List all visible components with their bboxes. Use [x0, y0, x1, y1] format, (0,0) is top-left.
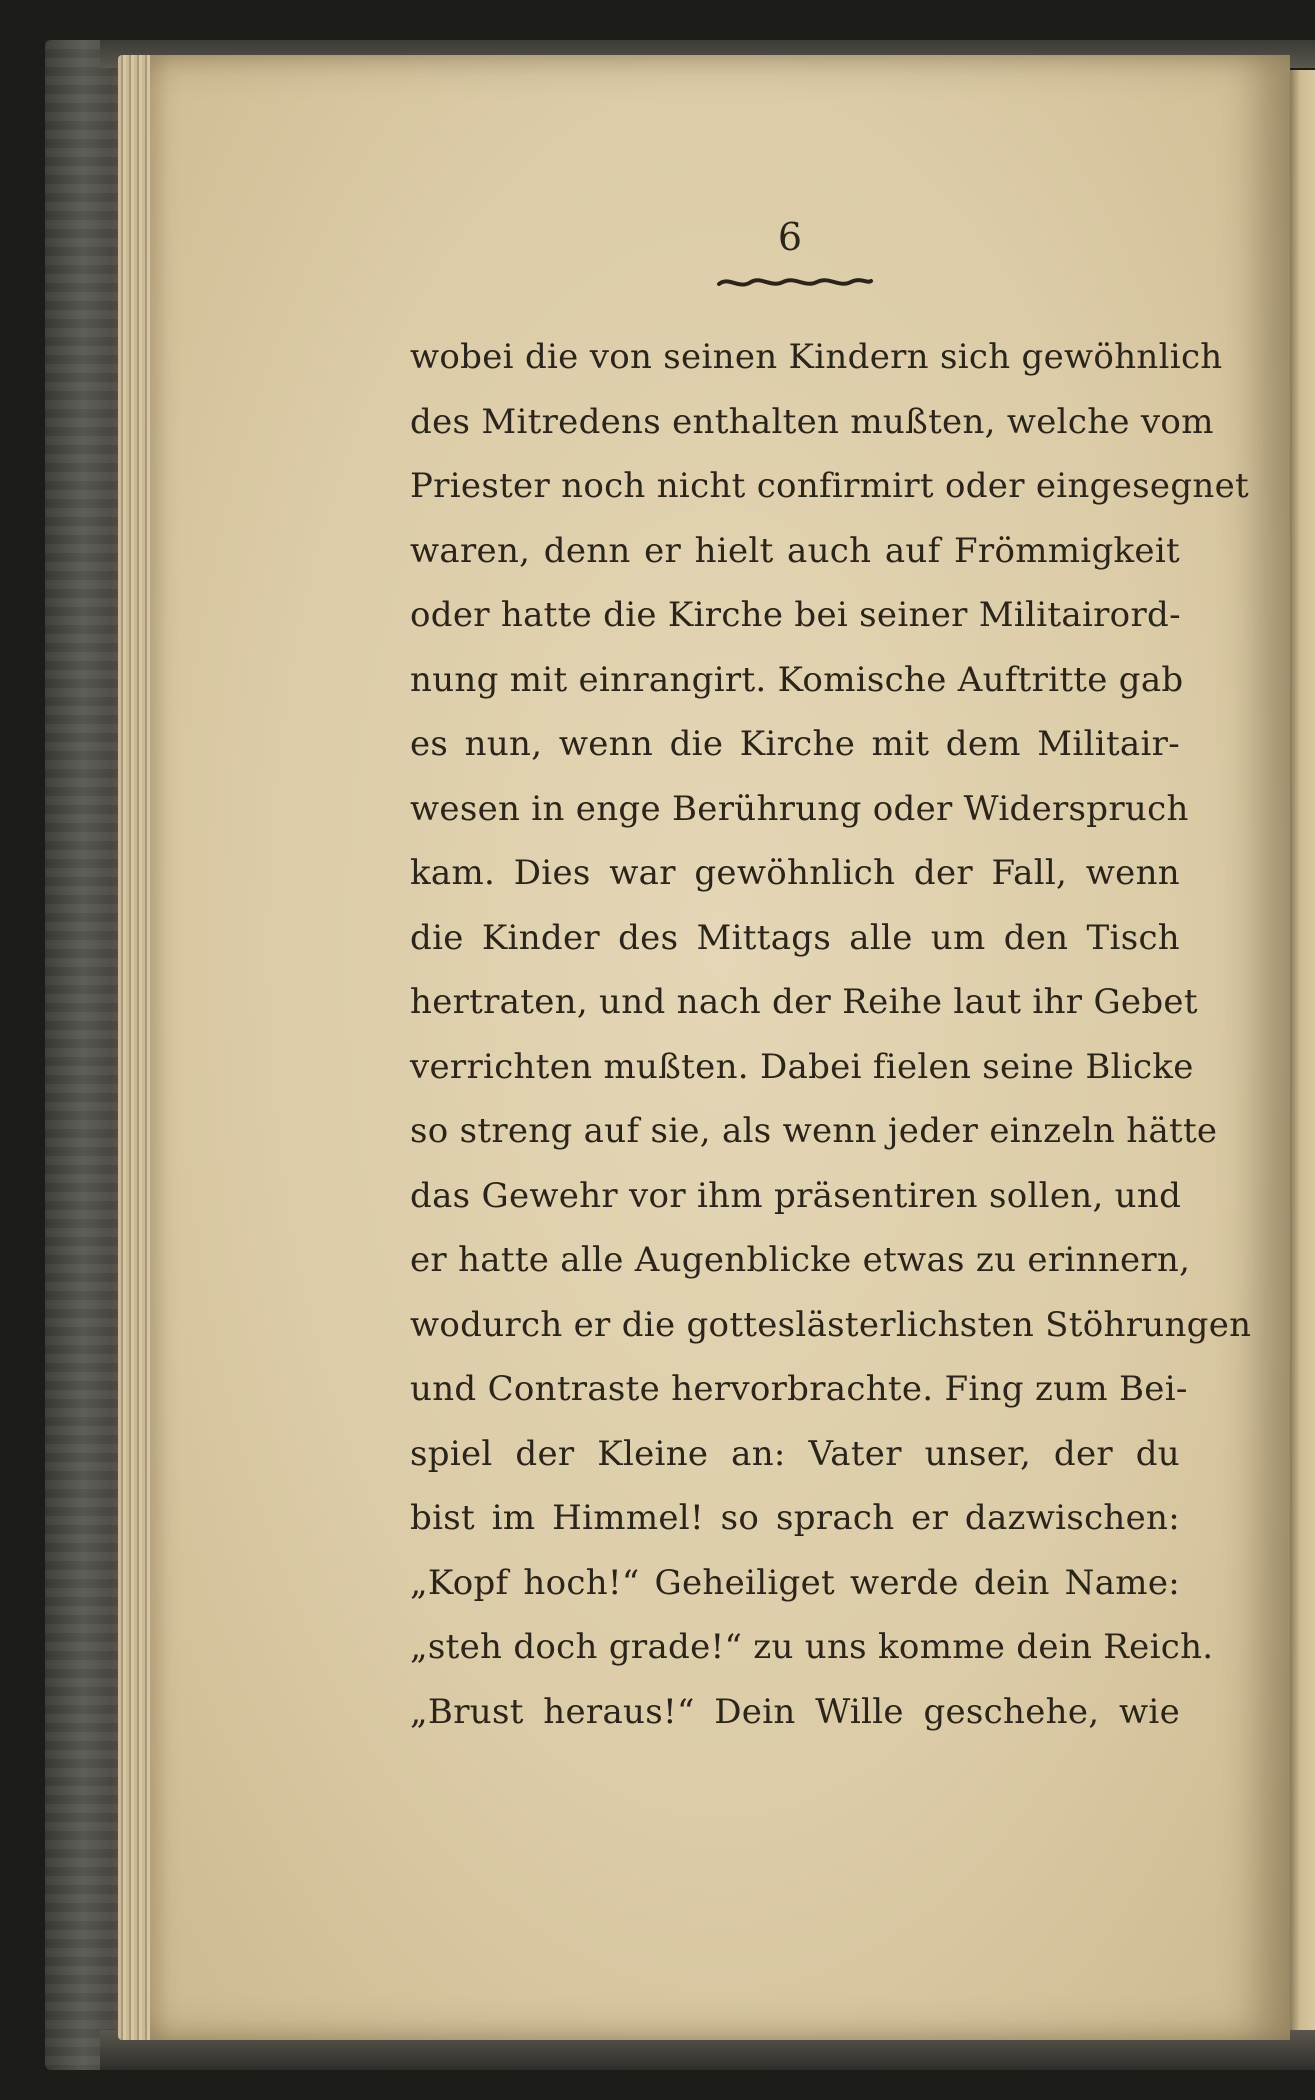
text-line: des Mitredens enthalten mußten, welche vom	[410, 401, 1214, 442]
text-line: wodurch er die gotteslästerlichsten Stöhrungen	[410, 1304, 1252, 1345]
text-line: nung mit einrangirt. Komische Auftritte gab	[410, 659, 1184, 700]
facing-page-edge	[1290, 70, 1315, 2030]
text-line: spiel der Kleine an: Vater unser, der du	[410, 1433, 1180, 1474]
wavy-line-ornament-icon	[715, 272, 875, 292]
text-line: verrichten mußten. Dabei fielen seine Blicke	[410, 1046, 1194, 1087]
text-line: und Contraste hervorbrachte. Fing zum Bei-	[410, 1369, 1188, 1409]
text-line: so streng auf sie, als wenn jeder einzeln hätte	[410, 1111, 1218, 1151]
text-line: „steh doch grade!“ zu uns komme dein Reich.	[410, 1627, 1214, 1667]
text-line: wesen in enge Berührung oder Widerspruch	[410, 788, 1189, 829]
text-line: waren, denn er hielt auch auf Frömmigkeit	[410, 530, 1180, 571]
text-line: Priester noch nicht confirmirt oder eingesegnet	[410, 466, 1249, 506]
text-line: oder hatte die Kirche bei seiner Militairord-	[410, 595, 1181, 635]
text-line: „Brust heraus!“ Dein Wille geschehe, wie	[410, 1691, 1180, 1732]
text-line: es nun, wenn die Kirche mit dem Militair-	[410, 724, 1180, 764]
text-line: wobei die von seinen Kindern sich gewöhnlich	[410, 337, 1223, 377]
text-line: er hatte alle Augenblicke etwas zu erinnern,	[410, 1240, 1191, 1280]
text-line: bist im Himmel! so sprach er dazwischen:	[410, 1498, 1180, 1538]
page-number: 6	[777, 215, 803, 259]
text-line: „Kopf hoch!“ Geheiliget werde dein Name:	[410, 1562, 1180, 1603]
text-line: kam. Dies war gewöhnlich der Fall, wenn	[410, 853, 1180, 893]
text-line: die Kinder des Mittags alle um den Tisch	[410, 917, 1180, 958]
text-line: hertraten, und nach der Reihe laut ihr Gebet	[410, 982, 1198, 1022]
text-line: das Gewehr vor ihm präsentiren sollen, und	[410, 1175, 1182, 1216]
body-text	[410, 325, 1252, 1744]
